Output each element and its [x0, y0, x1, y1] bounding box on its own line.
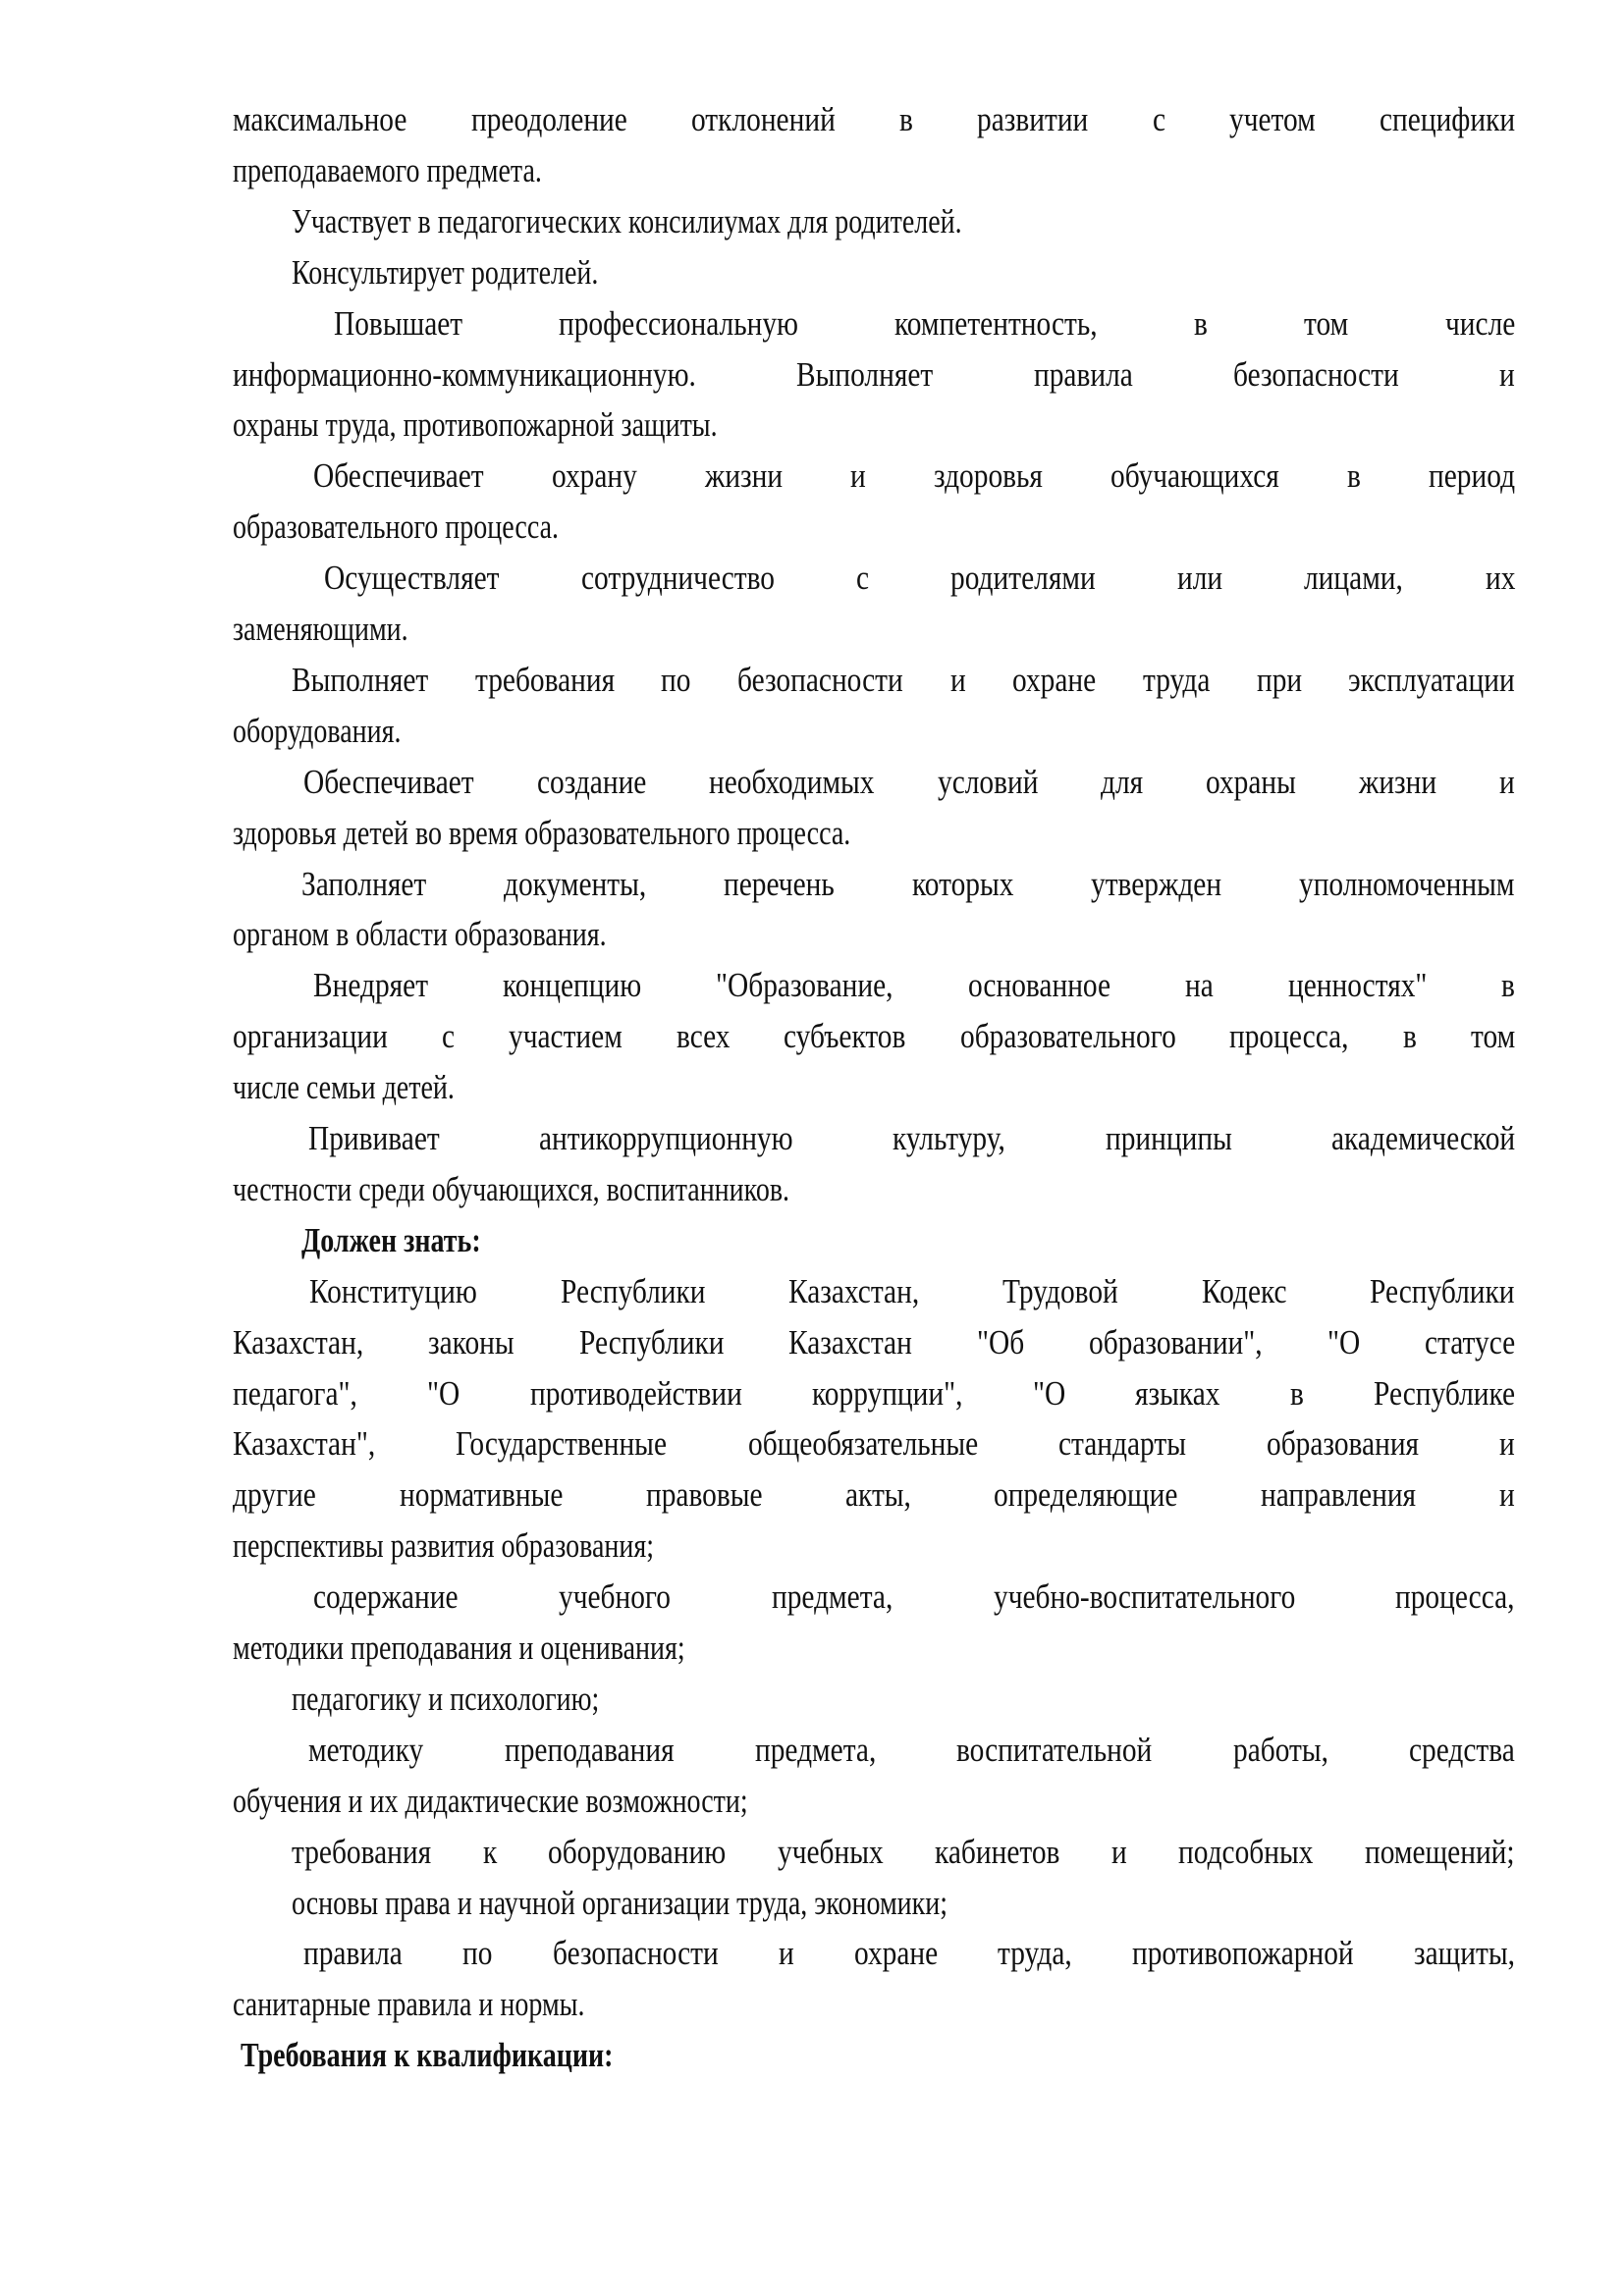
line-text: Обеспечивает охрану жизни и здоровья обучающихся в период: [313, 456, 1515, 496]
line-text: информационно-коммуникационную. Выполняет правила безопасности и: [233, 354, 1515, 394]
line-text: охраны труда, противопожарной защиты.: [233, 405, 718, 445]
text-line: [233, 1979, 1515, 2030]
line-text: основы права и научной организации труда, экономики;: [292, 1883, 948, 1922]
text-line: [233, 706, 1515, 757]
line-text: перспективы развития образования;: [233, 1526, 655, 1566]
text-line: [303, 1928, 1515, 1979]
line-text: Выполняет требования по безопасности и охране труда при эксплуатации: [292, 660, 1515, 699]
text-line: [313, 960, 1515, 1011]
line-text: оборудования.: [233, 711, 402, 750]
line-text: максимальное преодоление отклонений в развитии с учетом специфики: [233, 100, 1515, 138]
line-text: правила по безопасности и охране труда, противопожарной защиты,: [303, 1934, 1515, 1973]
line-text: органом в области образования.: [233, 915, 607, 954]
text-line: [313, 451, 1515, 502]
heading-text: Требования к квалификации:: [241, 2036, 614, 2075]
text-line: [292, 1674, 1515, 1725]
line-text: Обеспечивает создание необходимых условий для охраны жизни и: [303, 762, 1515, 801]
text-line: [324, 553, 1515, 604]
line-text: Участвует в педагогических консилиумах для родителей.: [292, 201, 962, 240]
text-line: [233, 502, 1515, 553]
line-text: Осуществляет сотрудничество с родителями или лицами, их: [324, 559, 1515, 598]
text-line: [309, 1266, 1515, 1317]
line-text: честности среди обучающихся, воспитанников.: [233, 1169, 790, 1208]
text-line: [233, 808, 1515, 859]
line-text: Внедряет концепцию "Образование, основанное на ценностях" в: [313, 966, 1515, 1005]
line-text: Конституцию Республики Казахстан, Трудовой Кодекс Республики: [309, 1271, 1515, 1310]
text-line: [292, 247, 1515, 298]
line-text: заменяющими.: [233, 610, 408, 648]
line-text: методику преподавания предмета, воспитательной работы, средства: [308, 1730, 1515, 1769]
line-text: обучения и их дидактические возможности;: [233, 1781, 748, 1820]
heading-text: Должен знать:: [301, 1220, 481, 1259]
section-heading: [241, 2030, 1515, 2081]
line-text: содержание учебного предмета, учебно-воспитательного процесса,: [313, 1577, 1515, 1617]
line-text: Прививает антикоррупционную культуру, принципы академической: [308, 1119, 1515, 1157]
line-text: Казахстан, законы Республики Казахстан "Об образовании", "О статусе: [233, 1322, 1515, 1362]
text-line: [233, 1062, 1515, 1113]
line-text: организации с участием всех субъектов образовательного процесса, в том: [233, 1017, 1515, 1056]
text-line: [313, 1572, 1515, 1623]
text-line: [292, 1827, 1515, 1878]
line-text: Повышает профессиональную компетентность, в том числе: [334, 303, 1515, 343]
line-text: числе семьи детей.: [233, 1068, 455, 1107]
line-text: педагога", "О противодействии коррупции", "О языках в Республике: [233, 1373, 1515, 1413]
line-text: Заполняет документы, перечень которых утвержден уполномоченным: [301, 864, 1515, 903]
text-line: [233, 1164, 1515, 1215]
text-line: [233, 1317, 1515, 1368]
text-line: [292, 1878, 1515, 1929]
line-text: Казахстан", Государственные общеобязательные стандарты образования и: [233, 1424, 1516, 1464]
line-text: другие нормативные правовые акты, определяющие направления и: [233, 1475, 1515, 1515]
line-text: педагогику и психологию;: [292, 1679, 600, 1718]
text-line: [292, 655, 1515, 706]
text-line: [233, 94, 1515, 145]
line-text: Консультирует родителей.: [292, 252, 599, 292]
text-line: [233, 400, 1515, 451]
section-heading: [301, 1215, 1515, 1266]
line-text: здоровья детей во время образовательного процесса.: [233, 813, 851, 852]
text-line: [233, 1776, 1515, 1827]
text-line: [233, 1521, 1515, 1572]
text-line: [292, 196, 1515, 247]
text-line: [233, 1469, 1515, 1521]
text-line: [233, 349, 1515, 400]
text-line: [233, 1418, 1515, 1469]
text-line: [308, 1113, 1515, 1164]
text-line: [308, 1725, 1515, 1776]
text-line: [334, 298, 1515, 349]
text-line: [301, 859, 1515, 910]
text-line: [233, 604, 1515, 655]
line-text: санитарные правила и нормы.: [233, 1985, 585, 2024]
text-line: [303, 757, 1515, 808]
text-line: [233, 909, 1515, 960]
text-line: [233, 145, 1515, 196]
line-text: образовательного процесса.: [233, 507, 560, 547]
line-text: методики преподавания и оценивания;: [233, 1629, 685, 1667]
line-text: преподаваемого предмета.: [233, 150, 542, 189]
line-text: требования к оборудованию учебных кабинетов и подсобных помещений;: [292, 1832, 1515, 1871]
text-line: [233, 1011, 1515, 1062]
text-line: [233, 1368, 1515, 1419]
text-line: [233, 1623, 1515, 1674]
